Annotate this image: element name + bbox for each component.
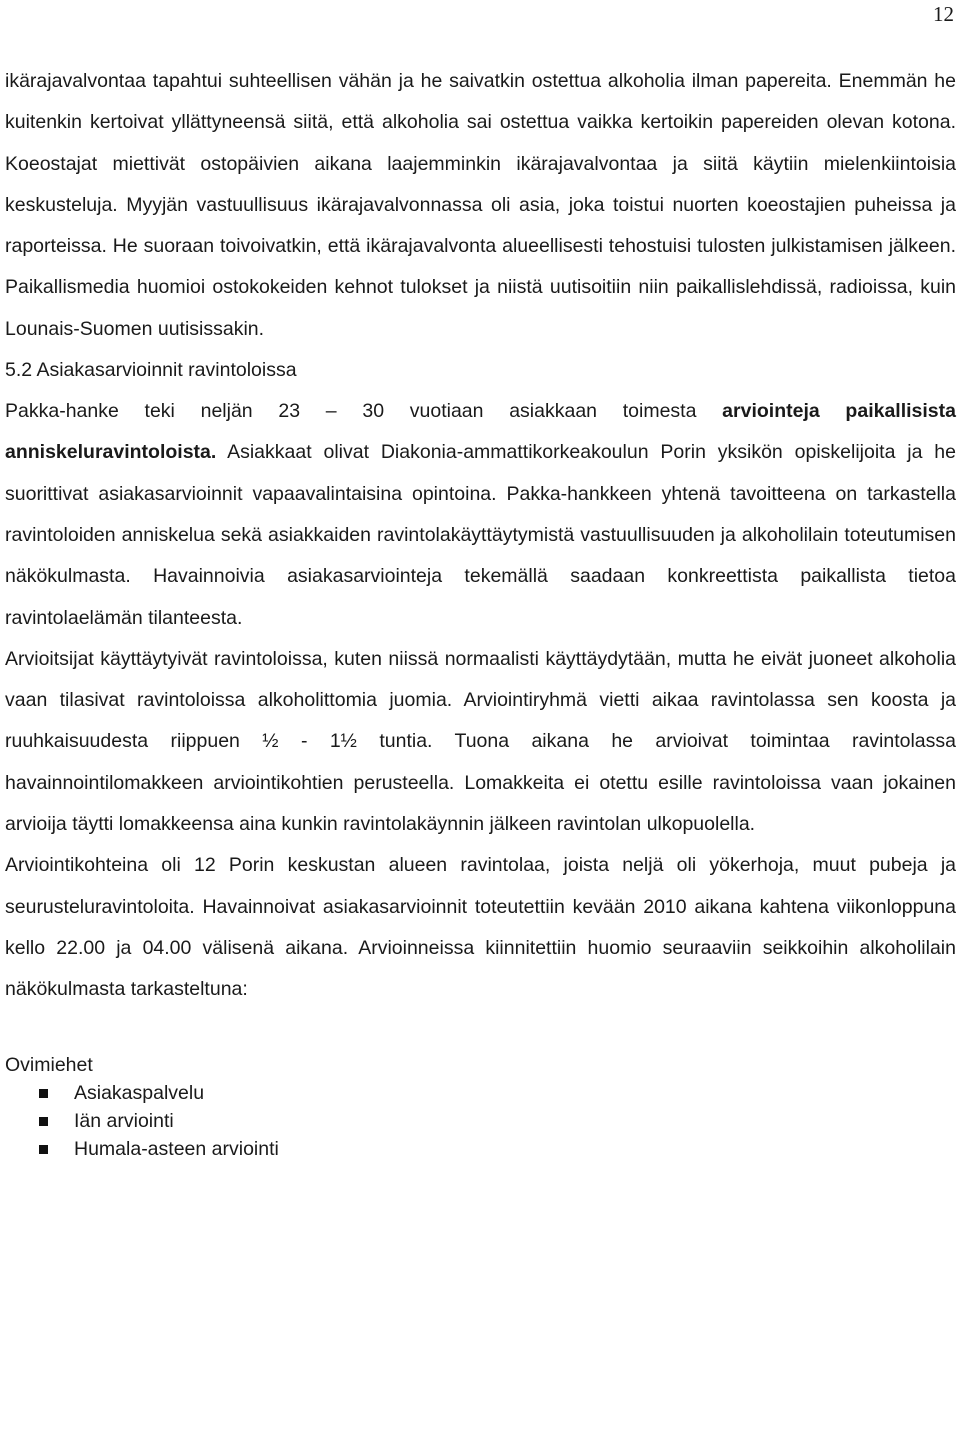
paragraph-evaluator-behaviour: Arvioitsijat käyttäytyivät ravintoloissa, kuten niissä normaalisti käyttäydytään, mutta he eivät juoneet alkoholia vaan tilasivat ravintoloissa alkoholittomia juomia. Arviointiryhmä vietti aikaa ravintolassa sen koosta ja ruuhkaisuudesta riippuen ½ - 1½ tuntia. Tuona aikana he arvioivat toimintaa ravintolassa havainnointilomakkeen arviointikohtien perusteella. Lomakkeita ei otettu esille ravintoloissa vaan jokainen arvioija täytti lomakkeensa aina kunkin ravintolakäynnin jälkeen ravintolan ulkopuolella. xyxy=(5,647,956,836)
paragraph-text-end: Asiakkaat olivat Diakonia-ammattikorkeakoulun Porin yksikön opiskelijoita ja he suorittivat asiakasarvioinnit vapaavalintaisina opintoina. Pakka-hankkeen yhtenä tavoitteena on tarkastella ravintoloiden anniskelua sekä asiakkaiden ravintolakäyttäytymistä vastuullisuuden ja alkoholilain toteutumisen näkökulmasta. Havainnoivia asiakasarviointeja tekemällä saadaan konkreettista paikallista tietoa ravintolaelämän tilanteesta. xyxy=(5,441,956,629)
list-item-label: Asiakaspalvelu xyxy=(74,1081,205,1104)
square-bullet-icon xyxy=(39,1145,48,1154)
list-item xyxy=(5,1107,956,1135)
square-bullet-icon xyxy=(39,1089,48,1098)
paragraph-evaluation-targets: Arviointikohteina oli 12 Porin keskustan alueen ravintolaa, joista neljä oli yökerhoja, muut pubeja ja seurusteluravintoloita. Havainnoivat asiakasarvioinnit toteutettiin kevään 2010 aikana kahtena viikonloppuna kello 22.00 ja 04.00 välisenä aikana. Arvioinneissa kiinnitettiin huomio seuraaviin seikkoihin alkoholilain näkökulmasta tarkasteltuna: xyxy=(5,854,956,1001)
paragraph-age-control: ikärajavalvontaa tapahtui suhteellisen vähän ja he saivatkin ostettua alkoholia ilman papereita. Enemmän he kuitenkin kertoivat yllättyneensä siitä, että alkoholia sai ostettua vaikka kertoikin papereiden olevan kotona. Koeostajat miettivät ostopäivien aikana laajemminkin ikärajavalvontaa ja siitä käytiin mielenkiintoisia keskusteluja. Myyjän vastuullisuus ikärajavalvonnassa oli asia, joka toistui nuorten koeostajien puheissa ja raporteissa. He suoraan toivoivatkin, että ikärajavalvonta alueellisesti tehostuisi tulosten julkistamisen jälkeen. Paikallismedia huomioi ostokokeiden kehnot tulokset ja niistä uutisoitiin niin paikallislehdissä, radioissa, kuin Lounais-Suomen uutisissakin. xyxy=(5,70,956,340)
list-title: Ovimiehet xyxy=(5,1053,93,1076)
list-item-label: Humala-asteen arviointi xyxy=(74,1137,279,1160)
list-item xyxy=(5,1079,956,1107)
page-number: 12 xyxy=(933,2,954,26)
list-item-label: Iän arviointi xyxy=(74,1109,174,1132)
section-heading: 5.2 Asiakasarvioinnit ravintoloissa xyxy=(5,359,297,382)
square-bullet-icon xyxy=(39,1117,48,1126)
document-body xyxy=(5,61,956,1163)
paragraph-customer-evaluations xyxy=(5,391,956,639)
bullet-list xyxy=(5,1079,956,1163)
bold-emphasis: arviointeja paikallisista anniskeluravintoloista. xyxy=(5,400,956,464)
list-item xyxy=(5,1135,956,1163)
paragraph-text-start: Pakka-hanke teki neljän 23 – 30 vuotiaan asiakkaan toimesta xyxy=(5,400,723,423)
